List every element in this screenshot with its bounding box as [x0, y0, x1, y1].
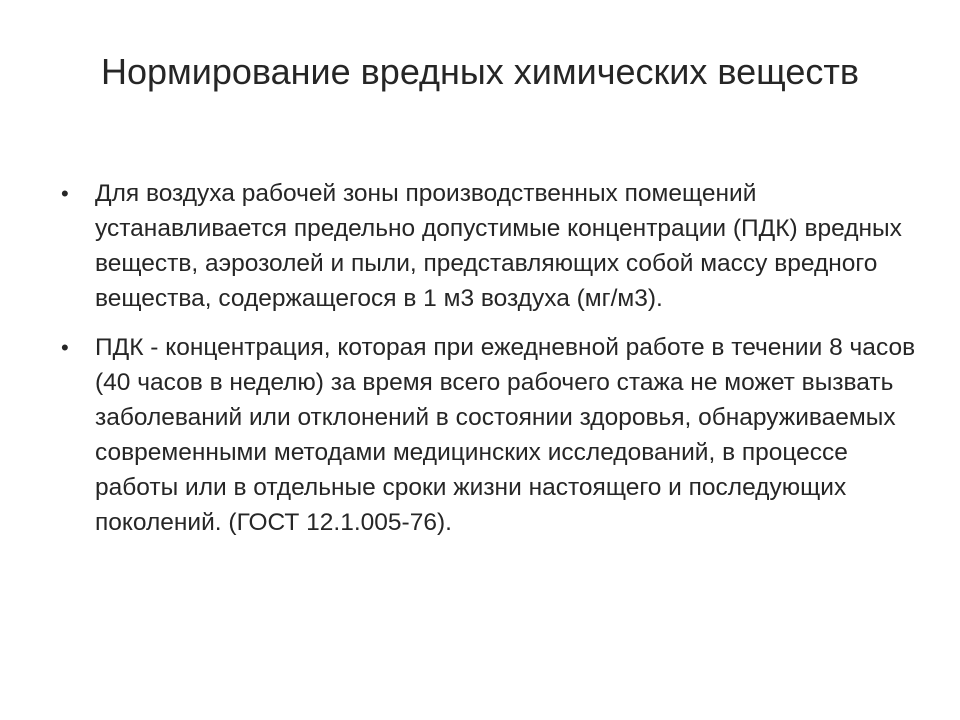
bullet-marker: •	[61, 335, 69, 360]
bullet-text: ПДК - концентрация, которая при ежедневной работе в течении 8 часов (40 часов в неделю) за время всего рабочего стажа не может вызвать заболеваний или отклонений в состоянии здоровья, обнаруживаемых современными методами медицинских исследований, в процессе работы или в отдельные сроки жизни настоящего и последующих поколений. (ГОСТ 12.1.005-76).	[95, 334, 916, 536]
bullet-item	[60, 330, 920, 540]
bullet-item	[60, 176, 920, 316]
bullet-text: Для воздуха рабочей зоны производственных помещений устанавливается предельно допустимые концентрации (ПДК) вредных веществ, аэрозолей и пыли, представляющих собой массу вредного вещества, содержащегося в 1 м3 воздуха (мг/м3).	[95, 180, 902, 312]
slide-title: Нормирование вредных химических веществ	[100, 51, 860, 92]
bullet-marker: •	[61, 181, 69, 206]
bullet-list	[60, 176, 920, 554]
